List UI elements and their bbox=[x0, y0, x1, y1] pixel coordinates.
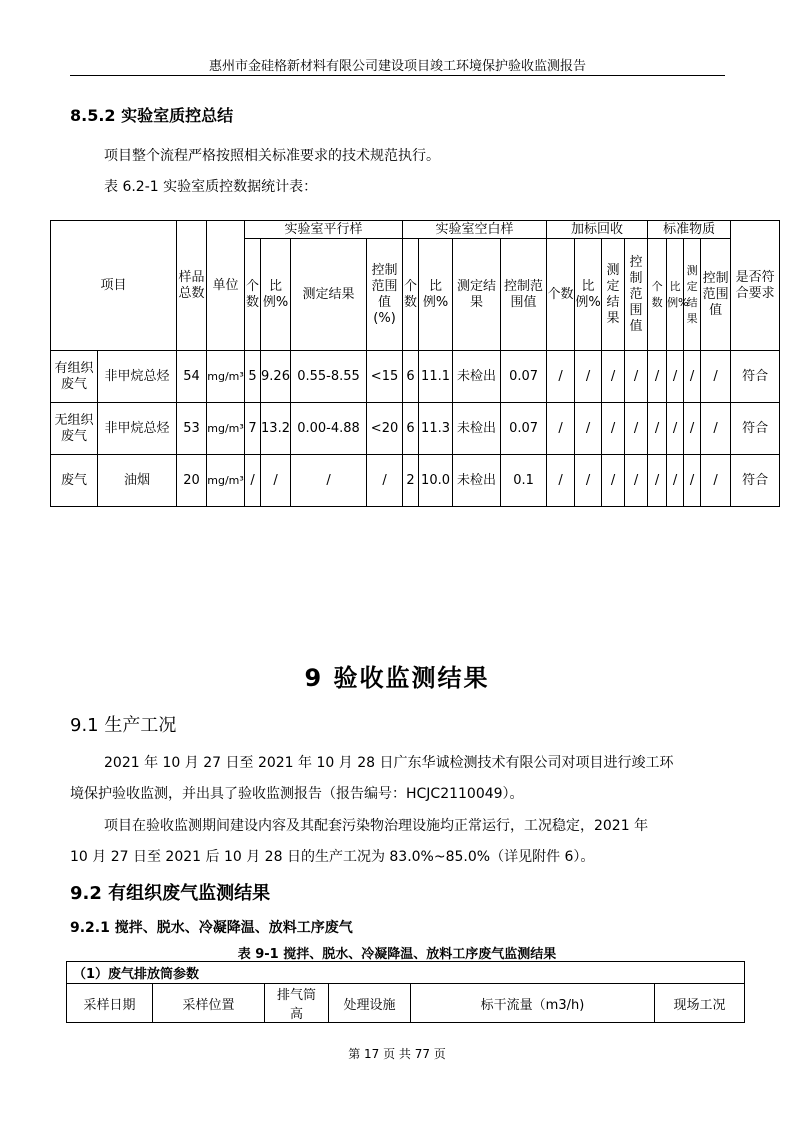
row-p-count: 5 bbox=[245, 351, 261, 403]
row-p-ratio: 13.2 bbox=[261, 403, 291, 455]
table-row bbox=[51, 455, 780, 507]
col-header-treatment-facility: 处理设施 bbox=[329, 984, 411, 1023]
col-header-m-count: 个数 bbox=[648, 239, 667, 351]
section-heading-92: 9.2 有组织废气监测结果 bbox=[70, 883, 271, 904]
row-item: 油烟 bbox=[98, 455, 177, 507]
section-91-para2-line2: 10 月 27 日至 2021 后 10 月 28 日的生产工况为 83.0%~85.0%（详见附件 6）。 bbox=[70, 849, 595, 865]
row-s-range: / bbox=[625, 351, 648, 403]
table-9-1-caption: 表 9-1 搅拌、脱水、冷凝降温、放料工序废气监测结果 bbox=[237, 947, 557, 962]
group-header-standard: 标准物质 bbox=[648, 221, 731, 239]
section-91-para2-line1: 项目在验收监测期间建设内容及其配套污染物治理设施均正常运行，工况稳定，2021 年 bbox=[104, 818, 649, 834]
row-p-count: 7 bbox=[245, 403, 261, 455]
row-unit: mg/m³ bbox=[207, 455, 245, 507]
table-row bbox=[51, 351, 780, 403]
col-header-m-result: 测定结果 bbox=[684, 239, 701, 351]
row-b-count: 6 bbox=[403, 351, 419, 403]
row-b-range: 0.1 bbox=[501, 455, 547, 507]
row-m-result: / bbox=[684, 351, 701, 403]
row-m-ratio: / bbox=[667, 351, 684, 403]
row-b-ratio: 11.3 bbox=[419, 403, 453, 455]
row-m-range: / bbox=[701, 403, 731, 455]
row-b-ratio: 10.0 bbox=[419, 455, 453, 507]
row-conform: 符合 bbox=[731, 455, 780, 507]
table-row bbox=[51, 403, 780, 455]
chapter-9-title: 9 验收监测结果 bbox=[304, 664, 490, 692]
section-heading-921: 9.2.1 搅拌、脱水、冷凝降温、放料工序废气 bbox=[70, 920, 353, 936]
row-m-ratio: / bbox=[667, 455, 684, 507]
section-heading-852: 8.5.2 实验室质控总结 bbox=[70, 106, 234, 125]
row-s-ratio: / bbox=[575, 351, 602, 403]
row-m-result: / bbox=[684, 403, 701, 455]
group-header-parallel: 实验室平行样 bbox=[245, 221, 403, 239]
row-item: 非甲烷总烃 bbox=[98, 351, 177, 403]
row-s-ratio: / bbox=[575, 455, 602, 507]
col-header-sampling-date: 采样日期 bbox=[67, 984, 153, 1023]
row-unit: mg/m³ bbox=[207, 351, 245, 403]
section-91-para1-line2: 境保护验收监测，并出具了验收监测报告（报告编号：HCJC2110049）。 bbox=[70, 786, 524, 802]
row-m-ratio: / bbox=[667, 403, 684, 455]
group-header-blank: 实验室空白样 bbox=[403, 221, 547, 239]
row-s-range: / bbox=[625, 455, 648, 507]
row-s-range: / bbox=[625, 403, 648, 455]
row-s-count: / bbox=[547, 455, 575, 507]
row-conform: 符合 bbox=[731, 351, 780, 403]
col-header-p-ratio: 比例% bbox=[261, 239, 291, 351]
row-p-ratio: 9.26 bbox=[261, 351, 291, 403]
col-header-sample-total: 样品总数 bbox=[177, 221, 207, 351]
col-header-conform: 是否符合要求 bbox=[731, 221, 780, 351]
row-p-result: 0.00-4.88 bbox=[291, 403, 367, 455]
row-p-range: / bbox=[367, 455, 403, 507]
col-header-flow-rate: 标干流量（m3/h) bbox=[411, 984, 655, 1023]
row-p-result: / bbox=[291, 455, 367, 507]
section-852-paragraph: 项目整个流程严格按照相关标准要求的技术规范执行。 bbox=[104, 148, 440, 164]
row-m-count: / bbox=[648, 455, 667, 507]
row-item: 非甲烷总烃 bbox=[98, 403, 177, 455]
row-total: 54 bbox=[177, 351, 207, 403]
col-header-p-count: 个数 bbox=[245, 239, 261, 351]
row-m-count: / bbox=[648, 403, 667, 455]
col-header-p-result: 测定结果 bbox=[291, 239, 367, 351]
row-s-result: / bbox=[602, 403, 625, 455]
row-category: 废气 bbox=[51, 455, 98, 507]
row-b-result: 未检出 bbox=[453, 455, 501, 507]
table-9-1-subheading: （1）废气排放筒参数 bbox=[67, 962, 745, 984]
row-s-count: / bbox=[547, 403, 575, 455]
row-m-range: / bbox=[701, 351, 731, 403]
row-category: 无组织废气 bbox=[51, 403, 98, 455]
row-m-result: / bbox=[684, 455, 701, 507]
qc-statistics-table bbox=[50, 220, 780, 507]
col-header-p-range: 控制范围值(%) bbox=[367, 239, 403, 351]
col-header-s-count: 个数 bbox=[547, 239, 575, 351]
col-header-m-range: 控制范围值 bbox=[701, 239, 731, 351]
section-91-para1-line1: 2021 年 10 月 27 日至 2021 年 10 月 28 日广东华诚检测技术有限公司对项目进行竣工环 bbox=[104, 755, 674, 771]
row-b-range: 0.07 bbox=[501, 403, 547, 455]
row-s-ratio: / bbox=[575, 403, 602, 455]
row-p-result: 0.55-8.55 bbox=[291, 351, 367, 403]
col-header-s-ratio: 比例% bbox=[575, 239, 602, 351]
row-p-ratio: / bbox=[261, 455, 291, 507]
col-header-sampling-location: 采样位置 bbox=[153, 984, 265, 1023]
table-6-2-1-caption: 表 6.2-1 实验室质控数据统计表： bbox=[104, 179, 318, 195]
row-b-result: 未检出 bbox=[453, 351, 501, 403]
exhaust-stack-params-table bbox=[66, 961, 745, 1023]
row-b-ratio: 11.1 bbox=[419, 351, 453, 403]
row-total: 20 bbox=[177, 455, 207, 507]
col-header-site-condition: 现场工况 bbox=[655, 984, 745, 1023]
page-number: 第 17 页 共 77 页 bbox=[348, 1047, 446, 1061]
row-p-range: <15 bbox=[367, 351, 403, 403]
row-conform: 符合 bbox=[731, 403, 780, 455]
col-header-b-count: 个数 bbox=[403, 239, 419, 351]
col-header-unit: 单位 bbox=[207, 221, 245, 351]
col-header-item: 项目 bbox=[51, 221, 177, 351]
section-heading-91: 9.1 生产工况 bbox=[70, 715, 177, 736]
row-category: 有组织废气 bbox=[51, 351, 98, 403]
col-header-stack-height: 排气筒高 bbox=[265, 984, 329, 1023]
col-header-s-result: 测定结果 bbox=[602, 239, 625, 351]
row-b-range: 0.07 bbox=[501, 351, 547, 403]
col-header-b-range: 控制范围值 bbox=[501, 239, 547, 351]
row-total: 53 bbox=[177, 403, 207, 455]
row-s-count: / bbox=[547, 351, 575, 403]
row-s-result: / bbox=[602, 351, 625, 403]
row-s-result: / bbox=[602, 455, 625, 507]
row-m-count: / bbox=[648, 351, 667, 403]
report-header: 惠州市金硅格新材料有限公司建设项目竣工环境保护验收监测报告 bbox=[208, 59, 586, 74]
row-b-count: 2 bbox=[403, 455, 419, 507]
row-p-count: / bbox=[245, 455, 261, 507]
row-p-range: <20 bbox=[367, 403, 403, 455]
row-b-count: 6 bbox=[403, 403, 419, 455]
col-header-m-ratio: 比例% bbox=[667, 239, 684, 351]
col-header-b-result: 测定结果 bbox=[453, 239, 501, 351]
header-divider bbox=[70, 75, 725, 76]
group-header-spike: 加标回收 bbox=[547, 221, 648, 239]
col-header-b-ratio: 比例% bbox=[419, 239, 453, 351]
col-header-s-range: 控制范围值 bbox=[625, 239, 648, 351]
row-unit: mg/m³ bbox=[207, 403, 245, 455]
row-m-range: / bbox=[701, 455, 731, 507]
row-b-result: 未检出 bbox=[453, 403, 501, 455]
